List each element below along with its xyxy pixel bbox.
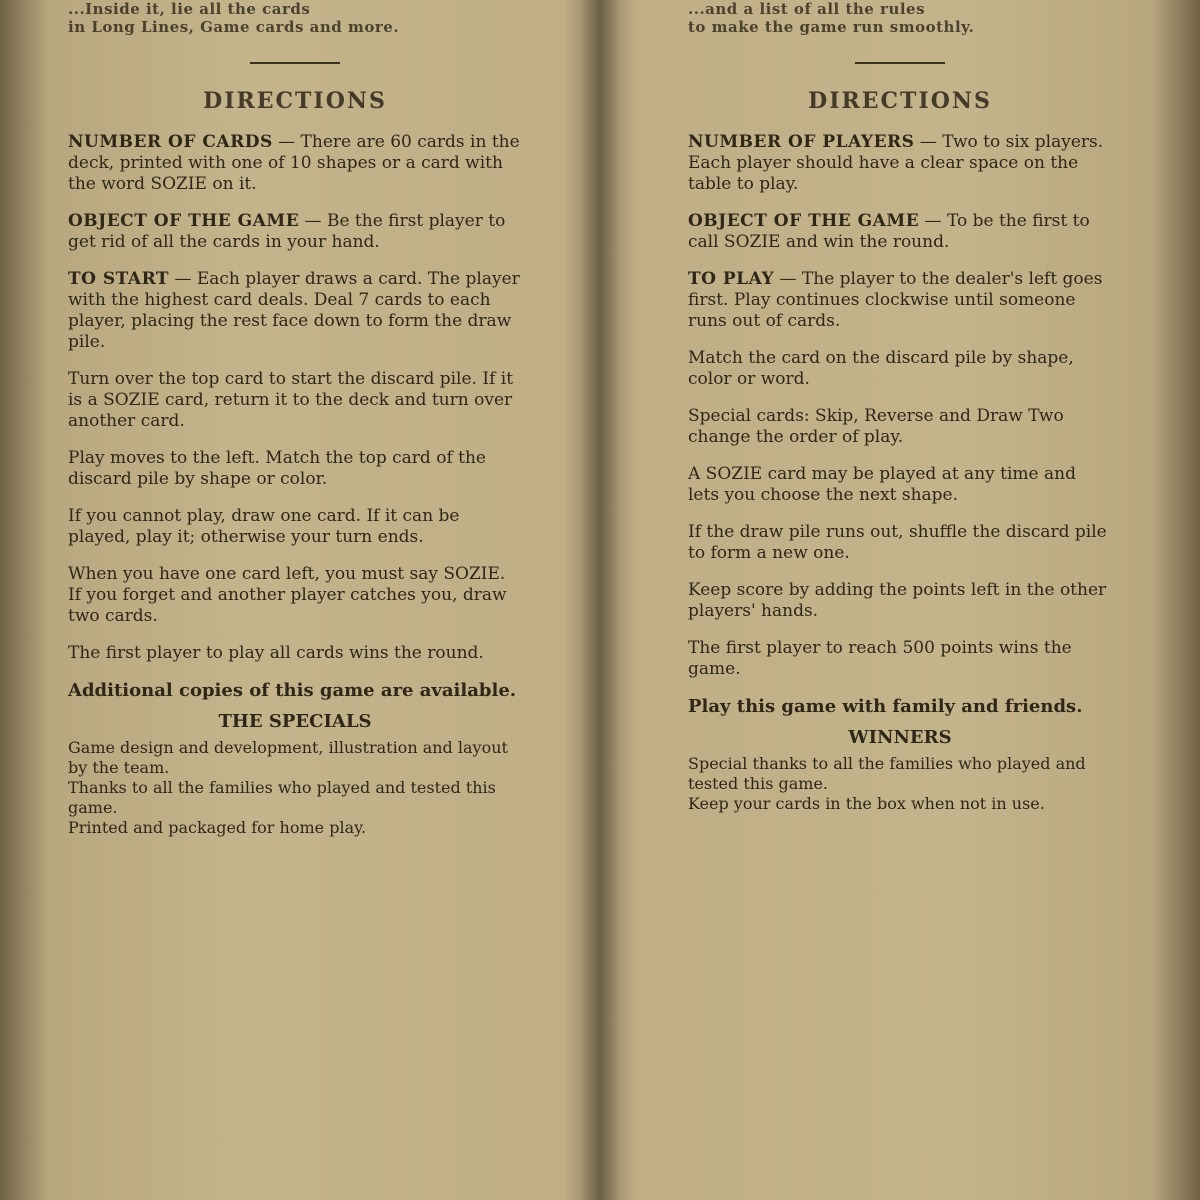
direction-text: Play moves to the left. Match the top card of the discard pile by shape or color. (68, 448, 486, 489)
direction-text: Turn over the top card to start the discard pile. If it is a SOZIE card, return it to the deck and turn over another card. (68, 369, 514, 431)
direction-term: NUMBER OF PLAYERS (688, 132, 915, 152)
left-directions-list (68, 132, 522, 664)
direction-text: The first player to reach 500 points wins the game. (688, 638, 1072, 679)
right-directions-list (688, 132, 1112, 680)
right-credits-title: WINNERS (848, 727, 952, 748)
direction-text: If you cannot play, draw one card. If it can be played, play it; otherwise your turn ends. (68, 506, 460, 547)
direction-paragraph (68, 564, 522, 627)
direction-paragraph (68, 643, 522, 664)
direction-text: When you have one card left, you must say SOZIE. If you forget and another player catches you, draw two cards. (68, 564, 507, 626)
direction-text: If the draw pile runs out, shuffle the discard pile to form a new one. (688, 522, 1107, 563)
direction-paragraph (68, 506, 522, 548)
right-section-title: DIRECTIONS (808, 88, 992, 114)
direction-paragraph (688, 580, 1112, 622)
direction-paragraph (688, 522, 1112, 564)
direction-text: The player to the dealer's left goes first. Play continues clockwise until someone runs out of cards. (688, 269, 1103, 331)
book-gutter (580, 0, 620, 1200)
left-page (60, 0, 530, 1200)
right-divider (855, 62, 945, 64)
right-header-line1: ...and a list of all the rules (688, 0, 926, 18)
credits-line: Thanks to all the families who played and tested this game. (68, 778, 496, 817)
right-page (680, 0, 1120, 1200)
direction-text: Keep score by adding the points left in the other players' hands. (688, 580, 1107, 621)
credits-line: Special thanks to all the families who played and tested this game. (688, 754, 1086, 793)
direction-text: Each player draws a card. The player with the highest card deals. Deal 7 cards to each player, placing the rest face down to form the draw pile. (68, 269, 520, 352)
right-header-line2: to make the game run smoothly. (688, 18, 975, 36)
direction-paragraph: OBJECT OF THE GAME — To be the first to call SOZIE and win the round. (688, 211, 1090, 252)
direction-paragraph: NUMBER OF CARDS — There are 60 cards in the deck, printed with one of 10 shapes or a card with the word SOZIE on it. (68, 132, 520, 194)
direction-paragraph: TO START — Each player draws a card. The player with the highest card deals. Deal 7 cards to each player, placing the rest face down to form the draw pile. (68, 269, 520, 352)
left-header-line2: in Long Lines, Game cards and more. (68, 18, 400, 36)
direction-text: Match the card on the discard pile by shape, color or word. (688, 348, 1074, 389)
direction-term: TO START (68, 269, 170, 289)
direction-text: There are 60 cards in the deck, printed with one of 10 shapes or a card with the word SOZIE on it. (68, 132, 520, 194)
direction-term: OBJECT OF THE GAME (68, 211, 300, 231)
credits-line: Keep your cards in the box when not in use. (688, 794, 1045, 813)
direction-term: NUMBER OF CARDS (68, 132, 273, 152)
direction-text: The first player to play all cards wins the round. (68, 643, 484, 663)
credits-line: Printed and packaged for home play. (68, 818, 367, 837)
right-credits (688, 754, 1112, 814)
direction-text: To be the first to call SOZIE and win the round. (688, 211, 1090, 252)
left-header-line1: ...Inside it, lie all the cards (68, 0, 311, 18)
left-subtitle: Additional copies of this game are available. (68, 680, 517, 701)
direction-paragraph (688, 464, 1112, 506)
direction-paragraph: TO PLAY — The player to the dealer's left goes first. Play continues clockwise until someone runs out of cards. (688, 269, 1103, 331)
right-subtitle: Play this game with family and friends. (688, 696, 1083, 717)
direction-paragraph: NUMBER OF PLAYERS — Two to six players. Each player should have a clear space on the table to play. (688, 132, 1104, 194)
direction-text: Be the first player to get rid of all the cards in your hand. (68, 211, 506, 252)
credits-line: Game design and development, illustration and layout by the team. (68, 738, 508, 777)
left-divider (250, 62, 340, 64)
direction-paragraph (688, 638, 1112, 680)
direction-term: OBJECT OF THE GAME (688, 211, 920, 231)
left-credits (68, 738, 522, 838)
direction-paragraph: OBJECT OF THE GAME — Be the first player to get rid of all the cards in your hand. (68, 211, 506, 252)
left-section-title: DIRECTIONS (203, 88, 387, 114)
direction-paragraph (688, 348, 1112, 390)
direction-paragraph (68, 448, 522, 490)
direction-text: Special cards: Skip, Reverse and Draw Two change the order of play. (688, 406, 1064, 447)
left-credits-title: THE SPECIALS (218, 711, 372, 732)
direction-term: TO PLAY (688, 269, 775, 289)
direction-text: A SOZIE card may be played at any time and lets you choose the next shape. (688, 464, 1076, 505)
direction-paragraph (68, 369, 522, 432)
direction-text: Two to six players. Each player should have a clear space on the table to play. (688, 132, 1104, 194)
direction-paragraph (688, 406, 1112, 448)
